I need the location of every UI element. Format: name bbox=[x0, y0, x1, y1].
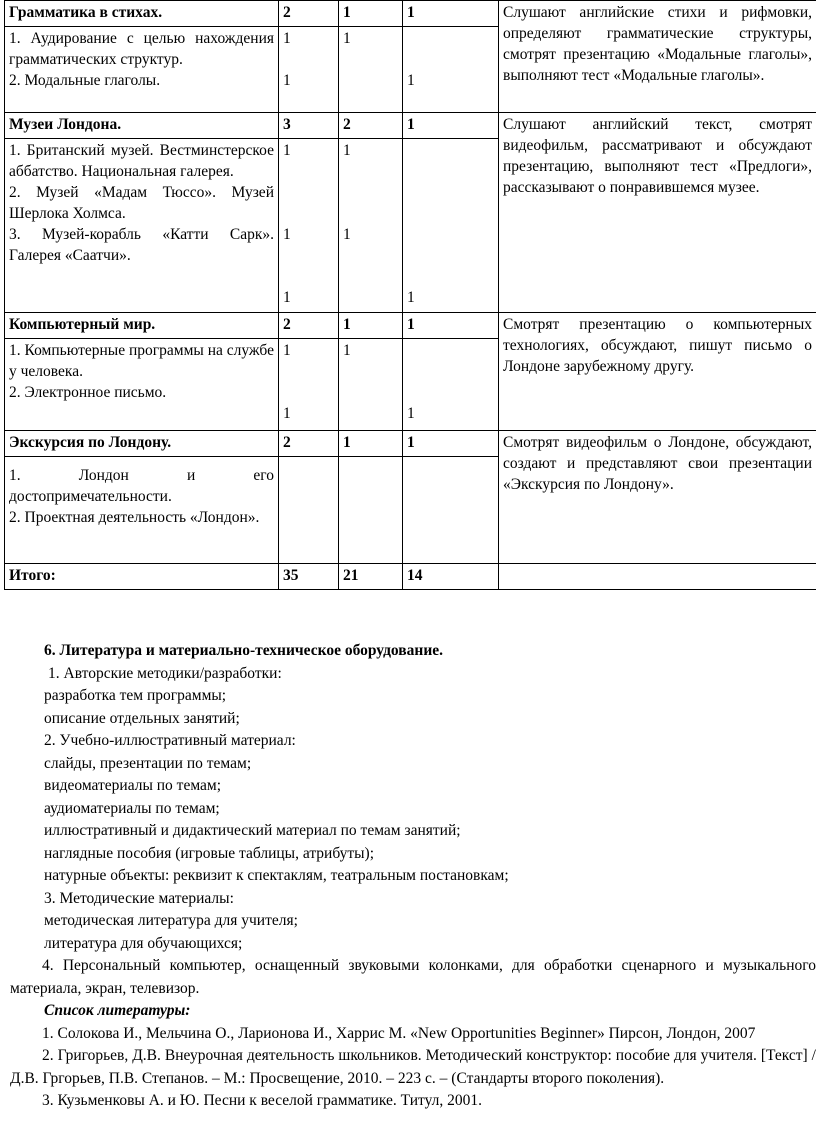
sub-value: 1 bbox=[407, 72, 415, 89]
section-heading: 6. Литература и материально-техническое оборудование. bbox=[44, 642, 444, 659]
list-line: разработка тем программы; bbox=[44, 687, 227, 704]
grand-theory-hours: 21 bbox=[339, 564, 403, 590]
sub-value: 1 bbox=[407, 405, 415, 422]
sub-value: 1 bbox=[343, 226, 351, 243]
sub-total-cell bbox=[279, 139, 339, 313]
section-title: Грамматика в стихах. bbox=[5, 1, 279, 27]
table-row bbox=[5, 113, 816, 139]
topic-list bbox=[5, 27, 279, 113]
table-row bbox=[5, 313, 816, 339]
sub-value: 1 bbox=[343, 342, 351, 359]
table-row bbox=[5, 431, 816, 457]
theory-hours: 1 bbox=[339, 313, 403, 339]
practice-hours: 1 bbox=[403, 313, 499, 339]
total-hours: 2 bbox=[279, 431, 339, 457]
topic-item: 3. Музей-корабль «Катти Сарк». Галерея «Саатчи». bbox=[9, 226, 274, 264]
total-hours: 2 bbox=[279, 313, 339, 339]
list-line: 3. Методические материалы: bbox=[44, 889, 234, 907]
sub-value: 1 bbox=[343, 142, 351, 159]
theory-hours: 2 bbox=[339, 113, 403, 139]
sub-theory-cell bbox=[339, 27, 403, 113]
topic-item: 1. Компьютерные программы на службе у человека. bbox=[9, 342, 274, 380]
topic-item: 2. Музей «Мадам Тюссо». Музей Шерлока Холмса. bbox=[9, 184, 274, 222]
topic-item: 2. Электронное письмо. bbox=[9, 384, 167, 401]
topic-list bbox=[5, 457, 279, 564]
sub-practice-cell bbox=[403, 339, 499, 431]
topic-item: 1. Аудирование с целью нахождения грамматических структур. bbox=[9, 30, 274, 68]
sub-practice-cell bbox=[403, 139, 499, 313]
list-line: видеоматериалы по темам; bbox=[44, 777, 222, 794]
sub-total-cell bbox=[279, 339, 339, 431]
total-label: Итого: bbox=[5, 564, 279, 590]
topic-item: 1. Лондон и его достопримечательности. bbox=[9, 467, 274, 505]
total-activity-cell bbox=[499, 564, 816, 590]
literature-item: 3. Кузьменковы А. и Ю. Песни к веселой грамматике. Титул, 2001. bbox=[42, 1092, 482, 1109]
sub-value: 1 bbox=[283, 289, 291, 306]
list-line: аудиоматериалы по темам; bbox=[44, 799, 220, 817]
list-line: слайды, презентации по темам; bbox=[44, 754, 252, 772]
literature-item: 1. Солокова И., Мельчина О., Ларионова И., Харрис М. «New Opportunities Beginner» Пирсон, Лондон, 2007 bbox=[42, 1024, 756, 1042]
theory-hours: 1 bbox=[339, 1, 403, 27]
sub-theory-cell bbox=[339, 339, 403, 431]
list-line: 1. Авторские методики/разработки: bbox=[48, 664, 282, 682]
sub-value: 1 bbox=[407, 289, 415, 306]
sub-total-cell bbox=[279, 27, 339, 113]
practice-hours: 1 bbox=[403, 431, 499, 457]
sub-practice-cell bbox=[403, 27, 499, 113]
section-6 bbox=[10, 640, 816, 1113]
activity-description: Смотрят видеофильм о Лондоне, обсуждают, создают и представляют свои презентации «Экскурсия по Лондону». bbox=[499, 431, 816, 564]
equipment-item: 4. Персональный компьютер, оснащенный звуковыми колонками, для обработки сценарного и музыкального материала, экран, телевизор. bbox=[10, 957, 816, 997]
total-row bbox=[5, 564, 816, 590]
topic-item: 2. Модальные глаголы. bbox=[9, 72, 161, 89]
table-row bbox=[5, 1, 816, 27]
sub-practice-cell bbox=[403, 457, 499, 564]
sub-value: 1 bbox=[283, 142, 291, 159]
grand-practice-hours: 14 bbox=[403, 564, 499, 590]
list-line: наглядные пособия (игровые таблицы, атрибуты); bbox=[44, 844, 375, 862]
list-line: натурные объекты: реквизит к спектаклям, театральным постановкам; bbox=[44, 867, 509, 884]
activity-description: Смотрят презентацию о компьютерных технологиях, обсуждают, пишут письмо о Лондоне зарубежному другу. bbox=[499, 313, 816, 431]
literature-item: 2. Григорьев, Д.В. Внеурочная деятельность школьников. Методический конструктор: пособие для учителя. [Текст] / Д.В. Гргорьев, П.В. Степанов. – М.: Просвещение, 2010. – 223 с. – (Стандарты второго поколения). bbox=[10, 1047, 816, 1087]
list-line: литература для обучающихся; bbox=[44, 934, 243, 952]
topic-list bbox=[5, 339, 279, 431]
topic-item: 2. Проектная деятельность «Лондон». bbox=[9, 509, 260, 526]
section-title: Музеи Лондона. bbox=[5, 113, 279, 139]
section-title: Экскурсия по Лондону. bbox=[5, 431, 279, 457]
topic-item: 1. Британский музей. Вестминстерское аббатство. Национальная галерея. bbox=[9, 142, 274, 180]
list-line: 2. Учебно-иллюстративный материал: bbox=[44, 732, 296, 749]
sub-value: 1 bbox=[283, 226, 291, 243]
activity-description: Слушают английский текст, смотрят видеофильм, рассматривают и обсуждают презентацию, выполняют тест «Предлоги», рассказывают о понравившемся музее. bbox=[499, 113, 816, 313]
list-line: методическая литература для учителя; bbox=[44, 912, 298, 929]
sub-value: 1 bbox=[283, 72, 291, 89]
literature-heading: Список литературы: bbox=[44, 1002, 191, 1019]
total-hours: 3 bbox=[279, 113, 339, 139]
sub-value: 1 bbox=[283, 30, 291, 47]
sub-value: 1 bbox=[283, 405, 291, 422]
list-line: описание отдельных занятий; bbox=[44, 709, 240, 727]
sub-theory-cell bbox=[339, 139, 403, 313]
topic-list bbox=[5, 139, 279, 313]
grand-total-hours: 35 bbox=[279, 564, 339, 590]
sub-value: 1 bbox=[283, 342, 291, 359]
section-title: Компьютерный мир. bbox=[5, 313, 279, 339]
practice-hours: 1 bbox=[403, 113, 499, 139]
sub-value: 1 bbox=[343, 30, 351, 47]
sub-total-cell bbox=[279, 457, 339, 564]
curriculum-table bbox=[4, 0, 816, 590]
theory-hours: 1 bbox=[339, 431, 403, 457]
list-line: иллюстративный и дидактический материал по темам занятий; bbox=[44, 822, 461, 839]
activity-description: Слушают английские стихи и рифмовки, определяют грамматические структуры, смотрят презентацию «Модальные глаголы», выполняют тест «Модальные глаголы». bbox=[499, 1, 816, 113]
practice-hours: 1 bbox=[403, 1, 499, 27]
total-hours: 2 bbox=[279, 1, 339, 27]
sub-theory-cell bbox=[339, 457, 403, 564]
